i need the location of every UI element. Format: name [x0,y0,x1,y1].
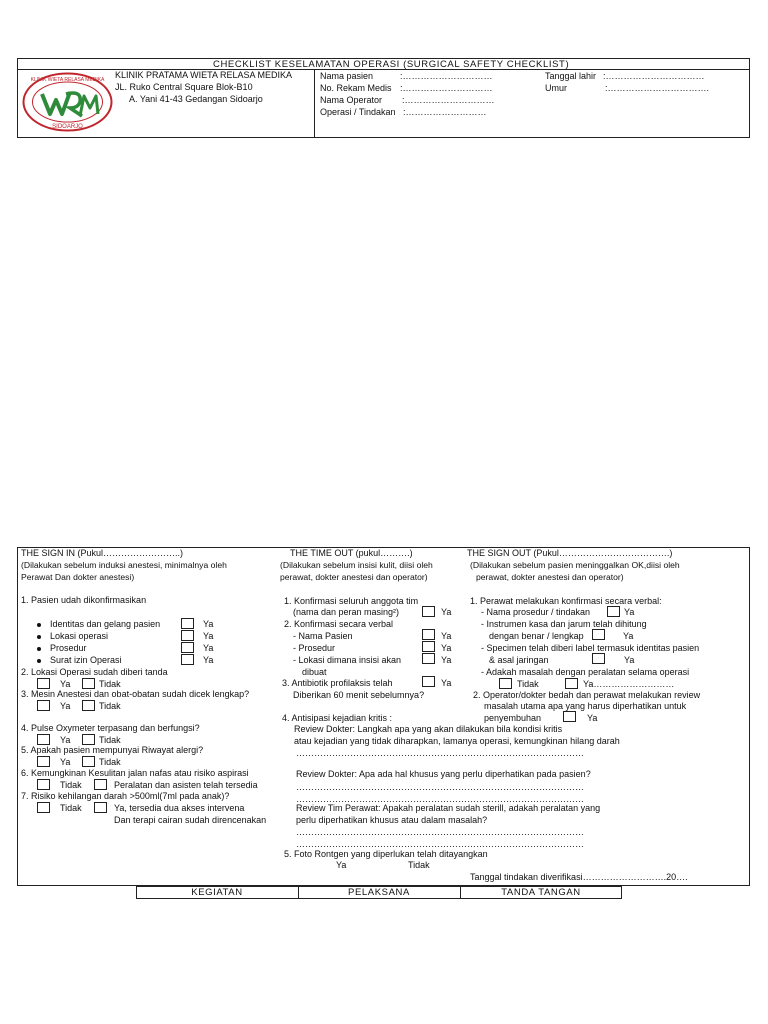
signout-a: - Nama prosedur / tindakan [481,607,591,617]
consent-ya-label: Ya [203,655,214,665]
review-nurse-c[interactable]: …………………………………………………………………………………… [296,827,584,837]
q4-tidak-label: Tidak [99,735,121,745]
timeout-q2c: - Lokasi dimana insisi akan [293,655,402,665]
patient-name-value[interactable]: :………………………… [400,71,493,81]
q7-ya-checkbox[interactable] [94,802,107,813]
q2-ya-label: Ya [60,679,71,689]
timeout-location-ya-checkbox[interactable] [422,653,435,664]
q5-tidak-checkbox[interactable] [82,756,95,767]
review-doctor-2c[interactable]: …………………………………………………………………………………… [296,794,584,804]
age-value[interactable]: :……………………………. [605,83,710,93]
timeout-q3a: 3. Antibiotik profilaksis telah [282,678,393,688]
timeout-q5-ya[interactable]: Ya [336,860,347,870]
timeout-q3b: Diberikan 60 menit sebelumnya? [293,690,425,700]
logo-city: SIDOARJO [52,124,83,130]
timeout-q1-ya-checkbox[interactable] [422,606,435,617]
timeout-q2a: - Nama Pasien [293,631,353,641]
signin-q1: 1. Pasien udah dikonfirmasikan [21,595,147,605]
procedure-value[interactable]: :……………………… [403,107,487,117]
signin-item-consent-label: Surat izin Operasi [50,655,122,665]
q6-equipment-label: Peralatan dan asisten telah tersedia [114,780,258,790]
patient-name-label: Nama pasien [320,71,374,81]
q6-tidak-checkbox[interactable] [37,779,50,790]
location-ya-checkbox[interactable] [181,630,194,641]
signin-q2: 2. Lokasi Operasi sudah diberi tanda [21,667,168,677]
q7-tidak-checkbox[interactable] [37,802,50,813]
clinic-logo [22,72,113,132]
timeout-name-ya-checkbox[interactable] [422,629,435,640]
signin-item-location [37,631,108,642]
signout-q2-ya-checkbox[interactable] [563,711,576,722]
signout-b-ya-label: Ya [623,631,634,641]
footer-pelaksana: PELAKSANA [348,887,410,898]
timeout-desc-1: (Dilakukan sebelum insisi kulit, diisi oleh [280,560,433,570]
clinic-name: KLINIK PRATAMA WIETA RELASA MEDIKA [115,70,293,80]
signout-a-ya-checkbox[interactable] [607,606,620,617]
timeout-title: THE TIME OUT (pukul……….) [290,548,413,558]
q2-tidak-label: Tidak [99,679,121,689]
operator-value[interactable]: :………………………… [402,95,495,105]
signout-desc-1: (Dilakukan sebelum pasien meninggalkan OK,diisi oleh [470,560,680,570]
q3-ya-checkbox[interactable] [37,700,50,711]
review-doctor-2b[interactable]: …………………………………………………………………………………… [296,782,584,792]
clinic-address-1: JL. Ruko Central Square Blok-B10 [115,82,253,92]
timeout-procedure-ya-label: Ya [441,643,452,653]
signout-a-ya-label: Ya [624,607,635,617]
review-doctor-1b: atau kejadian yang tidak diharapkan, lamanya operasi, kemungkinan hilang darah [294,736,620,746]
signin-item-procedure [37,643,87,654]
timeout-q5: 5. Foto Rontgen yang diperlukan telah ditayangkan [284,849,488,859]
signout-q2a: 2. Operator/dokter bedah dan perawat melakukan review [473,690,701,700]
q2-tidak-checkbox[interactable] [82,678,95,689]
signin-q7: 7. Risiko kehilangan darah >500ml(7ml pada anak)? [21,791,230,801]
identity-ya-checkbox[interactable] [181,618,194,629]
q3-tidak-label: Tidak [99,701,121,711]
bullet-icon [37,659,41,663]
q4-ya-checkbox[interactable] [37,734,50,745]
q4-ya-label: Ya [60,735,71,745]
signin-item-procedure-label: Prosedur [50,643,87,653]
timeout-q1b: (nama dan peran masing²) [293,607,400,617]
q4-tidak-checkbox[interactable] [82,734,95,745]
q6-equipment-checkbox[interactable] [94,779,107,790]
procedure-ya-checkbox[interactable] [181,642,194,653]
q7-option-2: Dan terapi cairan sudah direncenakan [114,815,267,825]
timeout-antibiotic-ya-label: Ya [441,678,452,688]
timeout-q4: 4. Antisipasi kejadian kritis : [282,713,393,723]
signout-desc-2: perawat, dokter anestesi dan operator) [476,572,624,582]
q2-ya-checkbox[interactable] [37,678,50,689]
footer-kegiatan: KEGIATAN [191,887,243,898]
signout-d-tidak-label: Tidak [517,679,539,689]
signin-item-location-label: Lokasi operasi [50,631,109,641]
q6-tidak-label: Tidak [60,780,82,790]
signin-item-identity-label: Identitas dan gelang pasien [50,619,161,629]
operator-label: Nama Operator [320,95,383,105]
signin-title: THE SIGN IN (Pukul……………………..) [21,548,184,558]
timeout-q2: 2. Konfirmasi secara verbal [284,619,394,629]
review-nurse-b: perlu diperhatikan khusus atau dalam masalah? [296,815,488,825]
signout-q2c: penyembuhan [484,713,542,723]
review-doctor-2a: Review Dokter: Apa ada hal khusus yang perlu diperhatikan pada pasien? [296,769,591,779]
signin-item-consent [37,655,122,666]
signout-d-ya-label: Ya……………………… [583,679,675,689]
signout-b2: dengan benar / lengkap [489,631,584,641]
signout-c-ya-label: Ya [624,655,635,665]
signout-c2: & asal jaringan [489,655,549,665]
consent-ya-checkbox[interactable] [181,654,194,665]
logo-arc-text: KLINIK WIETA RELASA MEDIKA [30,77,105,83]
birthdate-value[interactable]: :…………………………… [603,71,705,81]
q7-option-1: Ya, tersedia dua akses intervena [114,803,245,813]
procedure-ya-label: Ya [203,643,214,653]
signout-q2b: masalah utama apa yang harus diperhatikan untuk [484,701,687,711]
timeout-q1-ya-label: Ya [441,607,452,617]
bullet-icon [37,635,41,639]
signout-d1: - Adakah masalah dengan peralatan selama operasi [481,667,690,677]
bullet-icon [37,647,41,651]
signin-desc-1: (Dilakukan sebelum induksi anestesi, minimalnya oleh [21,560,227,570]
clinic-address-2: A. Yani 41-43 Gedangan Sidoarjo [129,94,263,104]
signout-q2-ya-label: Ya [587,713,598,723]
timeout-q2b: - Prosedur [293,643,336,653]
review-nurse-a: Review Tim Perawat: Apakah peralatan sudah sterill, adakah peralatan yang [296,803,601,813]
q7-tidak-label: Tidak [60,803,82,813]
header-col-divider [314,69,315,138]
q3-ya-label: Ya [60,701,71,711]
review-doctor-1c[interactable]: …………………………………………………………………………………… [296,748,584,758]
signin-q5: 5. Apakah pasien mempunyai Riwayat alergi? [21,745,204,755]
timeout-q1a: 1. Konfirmasi seluruh anggota tim [284,596,419,606]
signout-c-ya-checkbox[interactable] [592,653,605,664]
signin-desc-2: Perawat Dan dokter anestesi) [21,572,135,582]
timeout-location-ya-label: Ya [441,655,452,665]
medical-record-label: No. Rekam Medis [320,83,392,93]
q5-ya-checkbox[interactable] [37,756,50,767]
identity-ya-label: Ya [203,619,214,629]
timeout-procedure-ya-checkbox[interactable] [422,641,435,652]
birthdate-label: Tanggal lahir [545,71,597,81]
review-nurse-d[interactable]: …………………………………………………………………………………… [296,839,584,849]
signout-d-tidak-checkbox[interactable] [499,678,512,689]
signout-q1: 1. Perawat melakukan konfirmasi secara verbal: [470,596,662,606]
verification-date[interactable]: Tanggal tindakan diverifikasi……………………….20…. [470,872,688,882]
timeout-antibiotic-ya-checkbox[interactable] [422,676,435,687]
footer-tanda-tangan: TANDA TANGAN [501,887,581,898]
age-label: Umur [545,83,567,93]
q3-tidak-checkbox[interactable] [82,700,95,711]
q5-ya-label: Ya [60,757,71,767]
signout-c1: - Specimen telah diberi label termasuk identitas pasien [481,643,700,653]
page-title: CHECKLIST KESELAMATAN OPERASI (SURGICAL SAFETY CHECKLIST) [213,59,570,70]
signin-item-identity [37,619,160,630]
location-ya-label: Ya [203,631,214,641]
procedure-label: Operasi / Tindakan [320,107,396,117]
medical-record-value[interactable]: :………………………… [400,83,493,93]
q5-tidak-label: Tidak [99,757,121,767]
signin-q6: 6. Kemungkinan Kesulitan jalan nafas atau risiko aspirasi [21,768,249,778]
signin-q3: 3. Mesin Anestesi dan obat-obatan sudah dicek lengkap? [21,689,250,699]
bullet-icon [37,623,41,627]
timeout-desc-2: perawat, dokter anestesi dan operator) [280,572,428,582]
signin-q4: 4. Pulse Oxymeter terpasang dan berfungsi? [21,723,200,733]
timeout-q5-tidak[interactable]: Tidak [408,860,430,870]
timeout-name-ya-label: Ya [441,631,452,641]
timeout-q2c2: dibuat [302,667,327,677]
signout-d-ya-checkbox[interactable] [565,678,578,689]
review-doctor-1a: Review Dokter: Langkah apa yang akan dilakukan bila kondisi kritis [294,724,563,734]
signout-b1: - Instrumen kasa dan jarum telah dihitung [481,619,647,629]
signout-title: THE SIGN OUT (Pukul……………………………….) [467,548,673,558]
signout-b-ya-checkbox[interactable] [592,629,605,640]
